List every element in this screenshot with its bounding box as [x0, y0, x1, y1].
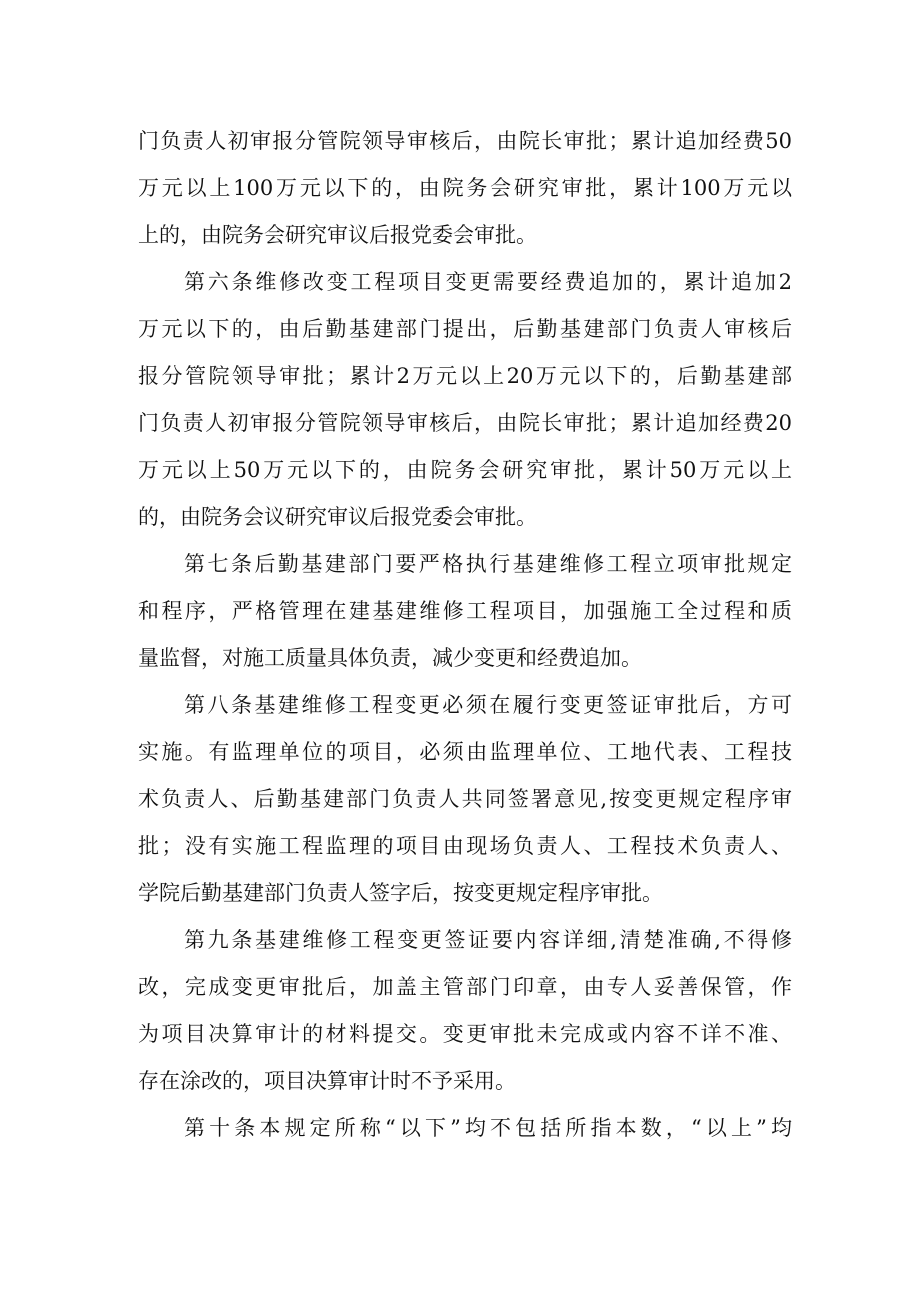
text-line: 第七条后勤基建部门要严格执行基建维修工程立项审批规定: [184, 552, 792, 576]
text-line: 量监督，对施工质量具体负责，减少变更和经费追加。: [138, 646, 642, 670]
text-line: 第十条本规定所称“以下”均不包括所指本数，“以上”均: [184, 1116, 792, 1140]
text-line: 的，由院务会议研究审议后报党委会审批。: [138, 505, 537, 529]
text-line: 万元以上50万元以下的，由院务会研究审批，累计50万元以上: [138, 458, 792, 482]
text-line: 第九条基建维修工程变更签证要内容详细,清楚准确,不得修: [184, 928, 792, 952]
text-line: 存在涂改的，项目决算审计时不予采用。: [138, 1069, 516, 1093]
text-line: 门负责人初审报分管院领导审核后，由院长审批；累计追加经费20: [138, 411, 792, 435]
text-line: 第八条基建维修工程变更必须在履行变更签证审批后，方可: [184, 693, 792, 717]
paragraph-continued: [138, 118, 792, 259]
text-line: 术负责人、后勤基建部门负责人共同签署意见,按变更规定程序审: [138, 787, 792, 811]
text-line: 为项目决算审计的材料提交。变更审批未完成或内容不详不准、: [138, 1022, 792, 1046]
article-10-paragraph: [138, 1105, 792, 1152]
article-8-paragraph: [138, 682, 792, 917]
text-line: 改，完成变更审批后，加盖主管部门印章，由专人妥善保管，作: [138, 975, 792, 999]
text-line: 万元以上100万元以下的，由院务会研究审批，累计100万元以: [138, 176, 792, 200]
article-9-paragraph: [138, 917, 792, 1105]
document-body: [138, 118, 792, 1152]
text-line: 批；没有实施工程监理的项目由现场负责人、工程技术负责人、: [138, 834, 792, 858]
text-line: 第六条维修改变工程项目变更需要经费追加的，累计追加2: [184, 270, 792, 294]
text-line: 学院后勤基建部门负责人签字后，按变更规定程序审批。: [138, 881, 663, 905]
text-line: 上的，由院务会研究审议后报党委会审批。: [138, 223, 537, 247]
article-6-paragraph: [138, 259, 792, 541]
text-line: 万元以下的，由后勤基建部门提出，后勤基建部门负责人审核后: [138, 317, 792, 341]
article-7-paragraph: [138, 541, 792, 682]
text-line: 门负责人初审报分管院领导审核后，由院长审批；累计追加经费50: [138, 129, 792, 153]
text-line: 和程序，严格管理在建基建维修工程项目，加强施工全过程和质: [138, 599, 792, 623]
text-line: 实施。有监理单位的项目，必须由监理单位、工地代表、工程技: [138, 740, 792, 764]
text-line: 报分管院领导审批；累计2万元以上20万元以下的，后勤基建部: [138, 364, 792, 388]
